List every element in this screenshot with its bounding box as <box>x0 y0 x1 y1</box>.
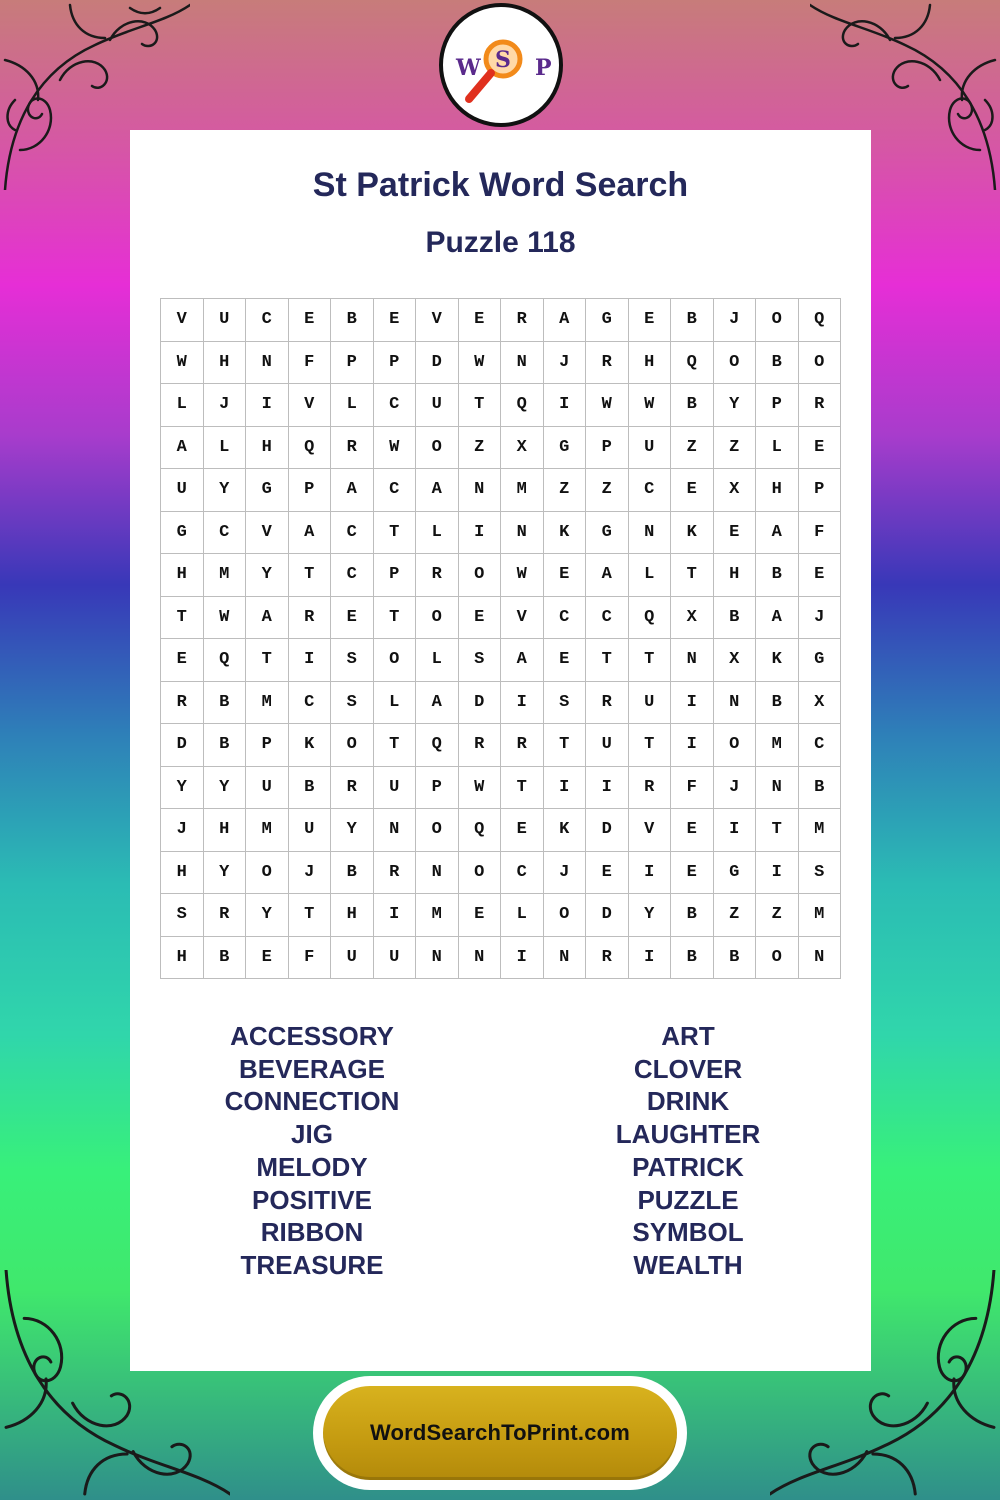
grid-cell[interactable]: N <box>756 767 799 810</box>
grid-cell[interactable]: N <box>629 512 672 555</box>
grid-cell[interactable]: H <box>331 894 374 937</box>
grid-cell[interactable]: K <box>756 639 799 682</box>
grid-cell[interactable]: I <box>544 384 587 427</box>
grid-cell[interactable]: I <box>714 809 757 852</box>
word-list-right <box>538 1020 838 1282</box>
grid-cell[interactable]: V <box>501 597 544 640</box>
grid-cell[interactable]: B <box>671 894 714 937</box>
grid-cell[interactable]: H <box>204 342 247 385</box>
grid-cell[interactable]: B <box>756 342 799 385</box>
grid-cell[interactable]: C <box>289 682 332 725</box>
grid-cell[interactable]: Q <box>204 639 247 682</box>
grid-cell[interactable]: S <box>331 639 374 682</box>
grid-cell[interactable]: O <box>416 809 459 852</box>
grid-cell[interactable]: U <box>374 767 417 810</box>
grid-cell[interactable]: F <box>289 937 332 980</box>
grid-cell[interactable]: B <box>671 384 714 427</box>
grid-cell[interactable]: E <box>161 639 204 682</box>
grid-cell[interactable]: Z <box>671 427 714 470</box>
grid-cell[interactable]: T <box>629 724 672 767</box>
grid-cell[interactable]: D <box>586 809 629 852</box>
grid-cell[interactable]: J <box>714 299 757 342</box>
grid-cell[interactable]: W <box>204 597 247 640</box>
grid-cell[interactable]: Y <box>714 384 757 427</box>
word-list-item: BEVERAGE <box>239 1053 385 1084</box>
grid-cell[interactable]: U <box>374 937 417 980</box>
word-list-item: CLOVER <box>633 1053 743 1084</box>
grid-cell[interactable]: U <box>416 384 459 427</box>
grid-cell[interactable]: M <box>756 724 799 767</box>
grid-cell[interactable]: U <box>629 682 672 725</box>
grid-cell[interactable]: G <box>586 512 629 555</box>
grid-cell[interactable]: B <box>671 299 714 342</box>
grid-cell[interactable]: M <box>799 894 842 937</box>
grid-cell[interactable]: E <box>374 299 417 342</box>
grid-cell[interactable]: S <box>161 894 204 937</box>
grid-cell[interactable]: C <box>629 469 672 512</box>
grid-cell[interactable]: Q <box>629 597 672 640</box>
grid-cell[interactable]: B <box>331 852 374 895</box>
grid-cell[interactable]: U <box>204 299 247 342</box>
grid-cell[interactable]: H <box>161 852 204 895</box>
grid-cell[interactable]: U <box>161 469 204 512</box>
grid-cell[interactable]: P <box>374 554 417 597</box>
grid-cell[interactable]: L <box>331 384 374 427</box>
grid-cell[interactable]: M <box>501 469 544 512</box>
grid-cell[interactable]: V <box>416 299 459 342</box>
grid-cell[interactable]: E <box>671 809 714 852</box>
grid-cell[interactable]: E <box>544 554 587 597</box>
grid-cell[interactable]: M <box>799 809 842 852</box>
grid-cell[interactable]: E <box>331 597 374 640</box>
letter-grid <box>160 298 841 979</box>
grid-cell[interactable]: C <box>374 384 417 427</box>
grid-cell[interactable]: R <box>416 554 459 597</box>
grid-cell[interactable]: C <box>331 512 374 555</box>
grid-cell[interactable]: T <box>374 597 417 640</box>
grid-cell[interactable]: Z <box>459 427 502 470</box>
grid-cell[interactable]: C <box>586 597 629 640</box>
grid-cell[interactable]: E <box>586 852 629 895</box>
grid-cell[interactable]: E <box>246 937 289 980</box>
grid-cell[interactable]: P <box>289 469 332 512</box>
word-list-item: LAUGHTER <box>615 1119 761 1150</box>
grid-cell[interactable]: V <box>629 809 672 852</box>
grid-cell[interactable]: E <box>671 469 714 512</box>
grid-cell[interactable]: Y <box>204 767 247 810</box>
grid-cell[interactable]: I <box>459 512 502 555</box>
word-list-item: TREASURE <box>240 1249 384 1280</box>
grid-cell[interactable]: W <box>374 427 417 470</box>
grid-cell[interactable]: A <box>756 597 799 640</box>
word-list-item: MELODY <box>256 1151 368 1182</box>
grid-cell[interactable]: M <box>246 682 289 725</box>
grid-cell[interactable]: F <box>289 342 332 385</box>
grid-cell[interactable]: T <box>289 554 332 597</box>
grid-cell[interactable]: B <box>714 597 757 640</box>
grid-cell[interactable]: R <box>586 342 629 385</box>
grid-cell[interactable]: O <box>799 342 842 385</box>
word-list-item: PATRICK <box>632 1151 744 1182</box>
grid-cell[interactable]: R <box>331 767 374 810</box>
grid-cell[interactable]: E <box>671 852 714 895</box>
grid-cell[interactable]: U <box>629 427 672 470</box>
grid-cell[interactable]: C <box>799 724 842 767</box>
grid-cell[interactable]: O <box>756 937 799 980</box>
grid-cell[interactable]: R <box>459 724 502 767</box>
grid-cell[interactable]: A <box>161 427 204 470</box>
footer-badge <box>313 1376 687 1490</box>
grid-cell[interactable]: T <box>671 554 714 597</box>
grid-cell[interactable]: J <box>161 809 204 852</box>
grid-cell[interactable]: R <box>289 597 332 640</box>
grid-cell[interactable]: R <box>586 937 629 980</box>
grid-cell[interactable]: V <box>161 299 204 342</box>
grid-cell[interactable]: L <box>416 512 459 555</box>
grid-cell[interactable]: I <box>756 852 799 895</box>
grid-cell[interactable]: A <box>289 512 332 555</box>
grid-cell[interactable]: N <box>459 469 502 512</box>
grid-cell[interactable]: H <box>629 342 672 385</box>
grid-cell[interactable]: L <box>161 384 204 427</box>
word-list-item: SYMBOL <box>632 1217 744 1248</box>
word-list-item: CONNECTION <box>224 1086 400 1117</box>
grid-cell[interactable]: C <box>331 554 374 597</box>
grid-cell[interactable]: P <box>246 724 289 767</box>
grid-cell[interactable]: H <box>161 937 204 980</box>
grid-cell[interactable]: B <box>204 682 247 725</box>
grid-cell[interactable]: E <box>459 894 502 937</box>
grid-cell[interactable]: Q <box>416 724 459 767</box>
grid-cell[interactable]: U <box>331 937 374 980</box>
word-list-item: ACCESSORY <box>230 1021 394 1051</box>
grid-cell[interactable]: C <box>246 299 289 342</box>
grid-cell[interactable]: R <box>799 384 842 427</box>
grid-cell[interactable]: S <box>459 639 502 682</box>
grid-cell[interactable]: O <box>544 894 587 937</box>
grid-cell[interactable]: V <box>289 384 332 427</box>
grid-cell[interactable]: O <box>374 639 417 682</box>
grid-cell[interactable]: H <box>204 809 247 852</box>
puzzle-card <box>130 130 871 1371</box>
puzzle-number: Puzzle 118 <box>425 226 576 259</box>
grid-cell[interactable]: N <box>459 937 502 980</box>
grid-cell[interactable]: N <box>501 512 544 555</box>
grid-cell[interactable]: N <box>501 342 544 385</box>
grid-cell[interactable]: T <box>374 512 417 555</box>
grid-cell[interactable]: H <box>714 554 757 597</box>
grid-cell[interactable]: C <box>374 469 417 512</box>
grid-cell[interactable]: O <box>459 554 502 597</box>
grid-cell[interactable]: A <box>586 554 629 597</box>
grid-cell[interactable]: I <box>671 724 714 767</box>
grid-cell[interactable]: R <box>204 894 247 937</box>
grid-cell[interactable]: N <box>544 937 587 980</box>
grid-cell[interactable]: B <box>671 937 714 980</box>
grid-cell[interactable]: T <box>544 724 587 767</box>
grid-cell[interactable]: U <box>586 724 629 767</box>
logo-letter-p: P <box>535 55 552 81</box>
grid-cell[interactable]: P <box>331 342 374 385</box>
grid-cell[interactable]: J <box>544 852 587 895</box>
grid-cell[interactable]: B <box>714 937 757 980</box>
logo-letter-s: S <box>495 47 511 73</box>
grid-cell[interactable]: D <box>416 342 459 385</box>
grid-cell[interactable]: I <box>629 852 672 895</box>
grid-cell[interactable]: O <box>246 852 289 895</box>
grid-cell[interactable]: F <box>671 767 714 810</box>
word-list-item: ART <box>661 1021 715 1051</box>
grid-cell[interactable]: Q <box>501 384 544 427</box>
grid-cell[interactable]: A <box>246 597 289 640</box>
grid-cell[interactable]: A <box>544 299 587 342</box>
grid-cell[interactable]: Y <box>204 852 247 895</box>
grid-cell[interactable]: O <box>416 597 459 640</box>
grid-cell[interactable]: R <box>586 682 629 725</box>
grid-cell[interactable]: T <box>756 809 799 852</box>
grid-cell[interactable]: K <box>671 512 714 555</box>
grid-cell[interactable]: E <box>799 554 842 597</box>
grid-cell[interactable]: Q <box>671 342 714 385</box>
grid-cell[interactable]: E <box>629 299 672 342</box>
grid-cell[interactable]: B <box>331 299 374 342</box>
word-list-item: DRINK <box>646 1086 730 1117</box>
grid-cell[interactable]: J <box>289 852 332 895</box>
grid-cell[interactable]: D <box>459 682 502 725</box>
grid-cell[interactable]: G <box>799 639 842 682</box>
word-list-item: RIBBON <box>260 1217 364 1248</box>
page-title: St Patrick Word Search <box>312 166 689 204</box>
grid-cell[interactable]: O <box>756 299 799 342</box>
grid-cell[interactable]: S <box>544 682 587 725</box>
grid-cell[interactable]: Q <box>799 299 842 342</box>
grid-cell[interactable]: P <box>586 427 629 470</box>
grid-cell[interactable]: Y <box>246 554 289 597</box>
grid-cell[interactable]: L <box>416 639 459 682</box>
grid-cell[interactable]: I <box>629 937 672 980</box>
grid-cell[interactable]: T <box>289 894 332 937</box>
grid-cell[interactable]: T <box>459 384 502 427</box>
grid-cell[interactable]: T <box>629 639 672 682</box>
grid-cell[interactable]: S <box>799 852 842 895</box>
grid-cell[interactable]: E <box>544 639 587 682</box>
grid-cell[interactable]: E <box>289 299 332 342</box>
grid-cell[interactable]: A <box>501 639 544 682</box>
grid-cell[interactable]: X <box>501 427 544 470</box>
grid-cell[interactable]: I <box>544 767 587 810</box>
grid-cell[interactable]: E <box>714 512 757 555</box>
grid-cell[interactable]: I <box>246 384 289 427</box>
grid-cell[interactable]: R <box>629 767 672 810</box>
grid-cell[interactable]: W <box>459 342 502 385</box>
grid-cell[interactable]: I <box>501 937 544 980</box>
grid-cell[interactable]: G <box>586 299 629 342</box>
grid-cell[interactable]: J <box>714 767 757 810</box>
grid-cell[interactable]: J <box>544 342 587 385</box>
grid-cell[interactable]: C <box>204 512 247 555</box>
word-list-item: PUZZLE <box>637 1184 739 1215</box>
grid-cell[interactable]: Y <box>246 894 289 937</box>
grid-cell[interactable]: N <box>246 342 289 385</box>
grid-cell[interactable]: W <box>501 554 544 597</box>
word-list-item: WEALTH <box>633 1249 743 1280</box>
grid-cell[interactable]: T <box>374 724 417 767</box>
word-list-item: JIG <box>291 1119 333 1150</box>
logo-letter-w: W <box>456 55 481 81</box>
grid-cell[interactable]: W <box>161 342 204 385</box>
grid-cell[interactable]: M <box>246 809 289 852</box>
grid-cell[interactable]: R <box>331 427 374 470</box>
grid-cell[interactable]: Z <box>586 469 629 512</box>
grid-cell[interactable]: O <box>714 724 757 767</box>
grid-cell[interactable]: I <box>501 682 544 725</box>
grid-cell[interactable]: T <box>586 639 629 682</box>
grid-cell[interactable]: P <box>756 384 799 427</box>
grid-cell[interactable]: N <box>714 682 757 725</box>
grid-cell[interactable]: N <box>416 852 459 895</box>
grid-cell[interactable]: P <box>799 469 842 512</box>
grid-cell[interactable]: W <box>459 767 502 810</box>
grid-cell[interactable]: N <box>374 809 417 852</box>
grid-cell[interactable]: B <box>289 767 332 810</box>
grid-cell[interactable]: H <box>756 469 799 512</box>
grid-cell[interactable]: T <box>161 597 204 640</box>
grid-cell[interactable]: C <box>501 852 544 895</box>
grid-cell[interactable]: C <box>544 597 587 640</box>
grid-cell[interactable]: B <box>756 682 799 725</box>
grid-cell[interactable]: W <box>586 384 629 427</box>
grid-cell[interactable]: T <box>246 639 289 682</box>
grid-cell[interactable]: B <box>756 554 799 597</box>
grid-cell[interactable]: L <box>756 427 799 470</box>
grid-cell[interactable]: Y <box>331 809 374 852</box>
grid-cell[interactable]: I <box>374 894 417 937</box>
word-list-item: POSITIVE <box>252 1184 372 1215</box>
grid-cell[interactable]: G <box>161 512 204 555</box>
grid-cell[interactable]: L <box>501 894 544 937</box>
grid-cell[interactable]: D <box>586 894 629 937</box>
grid-cell[interactable]: N <box>416 937 459 980</box>
grid-cell[interactable]: G <box>246 469 289 512</box>
grid-cell[interactable]: W <box>629 384 672 427</box>
grid-cell[interactable]: N <box>671 639 714 682</box>
grid-cell[interactable]: E <box>459 299 502 342</box>
grid-cell[interactable]: Z <box>714 427 757 470</box>
grid-cell[interactable]: K <box>544 512 587 555</box>
grid-cell[interactable]: A <box>416 682 459 725</box>
grid-cell[interactable]: D <box>161 724 204 767</box>
website-link-button[interactable]: WordSearchToPrint.com <box>323 1386 677 1480</box>
grid-cell[interactable]: I <box>586 767 629 810</box>
grid-cell[interactable]: U <box>289 809 332 852</box>
word-list-left <box>162 1020 462 1282</box>
grid-cell[interactable]: R <box>501 299 544 342</box>
grid-cell[interactable]: S <box>331 682 374 725</box>
grid-cell[interactable]: Y <box>204 469 247 512</box>
grid-cell[interactable]: X <box>671 597 714 640</box>
grid-cell[interactable]: M <box>204 554 247 597</box>
grid-cell[interactable]: N <box>799 937 842 980</box>
grid-cell[interactable]: X <box>714 639 757 682</box>
grid-cell[interactable]: J <box>799 597 842 640</box>
grid-cell[interactable]: B <box>799 767 842 810</box>
grid-cell[interactable]: I <box>289 639 332 682</box>
grid-cell[interactable]: E <box>459 597 502 640</box>
grid-cell[interactable]: E <box>501 809 544 852</box>
grid-cell[interactable]: H <box>246 427 289 470</box>
grid-cell[interactable]: O <box>714 342 757 385</box>
grid-cell[interactable]: Z <box>714 894 757 937</box>
grid-cell[interactable]: L <box>374 682 417 725</box>
grid-cell[interactable]: L <box>204 427 247 470</box>
grid-cell[interactable]: K <box>544 809 587 852</box>
grid-cell[interactable]: T <box>501 767 544 810</box>
grid-cell[interactable]: K <box>289 724 332 767</box>
grid-cell[interactable]: F <box>799 512 842 555</box>
grid-cell[interactable]: E <box>799 427 842 470</box>
grid-cell[interactable]: A <box>331 469 374 512</box>
grid-cell[interactable]: P <box>416 767 459 810</box>
grid-cell[interactable]: A <box>756 512 799 555</box>
grid-cell[interactable]: J <box>204 384 247 427</box>
grid-cell[interactable]: O <box>416 427 459 470</box>
grid-cell[interactable]: R <box>161 682 204 725</box>
grid-cell[interactable]: Q <box>459 809 502 852</box>
grid-cell[interactable]: Q <box>289 427 332 470</box>
grid-cell[interactable]: V <box>246 512 289 555</box>
grid-cell[interactable]: U <box>246 767 289 810</box>
grid-cell[interactable]: H <box>161 554 204 597</box>
grid-cell[interactable]: Z <box>756 894 799 937</box>
grid-cell[interactable]: R <box>374 852 417 895</box>
grid-cell[interactable]: Z <box>544 469 587 512</box>
grid-cell[interactable]: X <box>799 682 842 725</box>
grid-cell[interactable]: I <box>671 682 714 725</box>
grid-cell[interactable]: L <box>629 554 672 597</box>
grid-cell[interactable]: G <box>544 427 587 470</box>
site-logo[interactable] <box>439 3 563 127</box>
grid-cell[interactable]: G <box>714 852 757 895</box>
grid-cell[interactable]: P <box>374 342 417 385</box>
grid-cell[interactable]: Y <box>629 894 672 937</box>
grid-cell[interactable]: A <box>416 469 459 512</box>
grid-cell[interactable]: Y <box>161 767 204 810</box>
grid-cell[interactable]: M <box>416 894 459 937</box>
grid-cell[interactable]: B <box>204 724 247 767</box>
grid-cell[interactable]: O <box>331 724 374 767</box>
grid-cell[interactable]: R <box>501 724 544 767</box>
grid-cell[interactable]: B <box>204 937 247 980</box>
grid-cell[interactable]: O <box>459 852 502 895</box>
grid-cell[interactable]: X <box>714 469 757 512</box>
